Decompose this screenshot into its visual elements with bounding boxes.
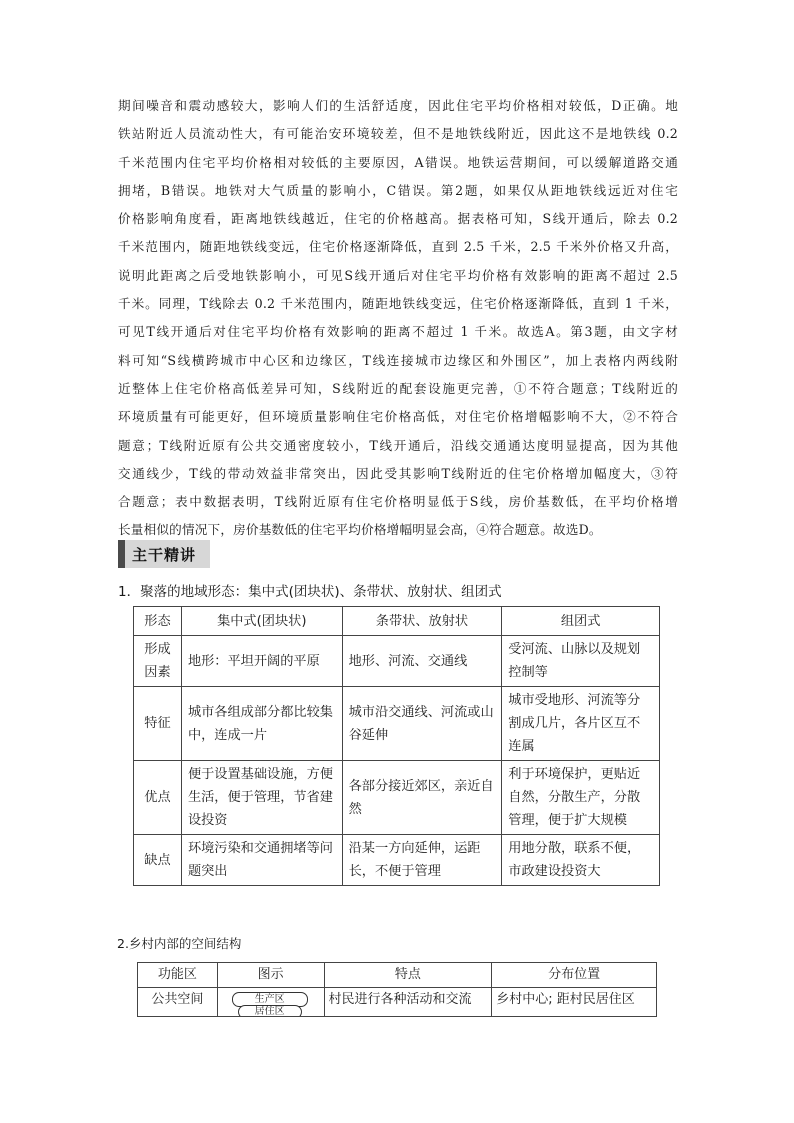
section2-heading: 2.乡村内部的空间结构 xyxy=(117,936,242,951)
header-cell: 特点 xyxy=(324,963,492,988)
text-line: 题意；T线附近原有公共交通密度较小，T线开通后，沿线交通通达度明显提高，因为其他 xyxy=(118,437,678,453)
production-zone-label: 生产区 xyxy=(232,992,308,1007)
residential-zone-label: 居住区 xyxy=(238,1005,302,1017)
diagram-cell xyxy=(217,988,324,1017)
table-row xyxy=(134,835,660,886)
table-cell: 地形：平坦开阔的平原 xyxy=(181,636,342,687)
header-cell: 功能区 xyxy=(138,963,218,988)
text-line: 千米范围内，随距地铁线变远，住宅价格逐渐降低，直到 2.5 千米，2.5 千米外价格又升高， xyxy=(118,239,678,255)
row-label: 缺点 xyxy=(134,835,182,886)
text-line: 环境质量有可能更好，但环境质量影响住宅价格高低，对住宅价格增幅影响不大，②不符合 xyxy=(118,409,678,425)
table-cell: 地形、河流、交通线 xyxy=(342,636,502,687)
header-cell: 形态 xyxy=(134,607,182,636)
answer-explanation xyxy=(118,92,678,545)
section-banner xyxy=(118,540,210,568)
table-row xyxy=(134,687,660,761)
header-cell: 分布位置 xyxy=(492,963,657,988)
text-line: 可见T线开通后对住宅平均价格有效影响的距离不超过 1 千米。故选A。第3题，由文字材 xyxy=(118,324,678,340)
header-cell: 组团式 xyxy=(502,607,660,636)
text-line: 料可知“S线横跨城市中心区和边缘区，T线连接城市边缘区和外围区”，加上表格内两线附 xyxy=(118,352,678,368)
header-cell: 条带状、放射状 xyxy=(342,607,502,636)
section1-heading: 1．聚落的地域形态：集中式(团块状)、条带状、放射状、组团式 xyxy=(118,584,502,600)
text-line: 交通线少，T线的带动效益非常突出，因此受其影响T线附近的住宅价格增加幅度大，③符 xyxy=(118,465,678,481)
village-structure-table xyxy=(137,962,657,1017)
table-header-row xyxy=(134,607,660,636)
table-cell: 村民进行各种活动和交流 xyxy=(324,988,492,1017)
table-cell: 各部分接近郊区，亲近自然 xyxy=(342,761,502,835)
text-line: 千米。同理，T线除去 0.2 千米范围内，随距地铁线变远，住宅价格逐渐降低，直到 1 千米， xyxy=(118,296,678,312)
banner-title: 主干精讲 xyxy=(132,546,197,564)
table-row xyxy=(138,988,657,1017)
table-cell: 沿某一方向延伸，运距长，不便于管理 xyxy=(342,835,502,886)
header-cell: 图示 xyxy=(217,963,324,988)
table-cell: 城市各组成部分都比较集中，连成一片 xyxy=(181,687,342,761)
table-cell: 环境污染和交通拥堵等问题突出 xyxy=(181,835,342,886)
text-line: 拥堵，B错误。地铁对大气质量的影响小，C错误。第2题，如果仅从距地铁线远近对住宅 xyxy=(118,182,678,198)
table-cell: 便于设置基础设施，方便生活，便于管理，节省建设投资 xyxy=(181,761,342,835)
table-header-row xyxy=(138,963,657,988)
table-cell: 受河流、山脉以及规划控制等 xyxy=(502,636,660,687)
row-label: 公共空间 xyxy=(138,988,218,1017)
text-line: 长量相似的情况下，房价基数低的住宅平均价格增幅明显会高，④符合题意。故选D。 xyxy=(118,522,602,538)
text-line: 说明此距离之后受地铁影响小，可见S线开通后对住宅平均价格有效影响的距离不超过 2.5 xyxy=(118,267,678,283)
row-label: 优点 xyxy=(134,761,182,835)
row-label: 特征 xyxy=(134,687,182,761)
row-label: 形成因素 xyxy=(134,636,182,687)
text-line: 价格影响角度看，距离地铁线越近，住宅的价格越高。据表格可知，S线开通后，除去 0.2 xyxy=(118,211,678,227)
header-cell: 集中式(团块状) xyxy=(181,607,342,636)
table-cell: 城市沿交通线、河流或山谷延伸 xyxy=(342,687,502,761)
text-line: 千米范围内住宅平均价格相对较低的主要原因，A错误。地铁运营期间，可以缓解道路交通 xyxy=(118,154,678,170)
table-row xyxy=(134,761,660,835)
text-line: 铁站附近人员流动性大，有可能治安环境较差，但不是地铁线附近，因此这不是地铁线 0.2 xyxy=(118,126,678,142)
table-row xyxy=(134,636,660,687)
text-line: 近整体上住宅价格高低差异可知，S线附近的配套设施更完善，①不符合题意；T线附近的 xyxy=(118,380,678,396)
table-cell: 乡村中心; 距村民居住区 xyxy=(492,988,657,1017)
text-line: 合题意；表中数据表明，T线附近原有住宅价格明显低于S线，房价基数低，在平均价格增 xyxy=(118,494,678,510)
table-cell: 用地分散，联系不便，市政建设投资大 xyxy=(502,835,660,886)
banner-accent-bar xyxy=(118,540,125,568)
text-line: 期间噪音和震动感较大，影响人们的生活舒适度，因此住宅平均价格相对较低，D正确。地 xyxy=(118,98,678,113)
table-cell: 城市受地形、河流等分割成几片，各片区互不连属 xyxy=(502,687,660,761)
village-diagram xyxy=(228,991,314,1015)
settlement-form-table xyxy=(133,606,660,886)
table-cell: 利于环境保护，更贴近自然，分散生产，分散管理，便于扩大规模 xyxy=(502,761,660,835)
